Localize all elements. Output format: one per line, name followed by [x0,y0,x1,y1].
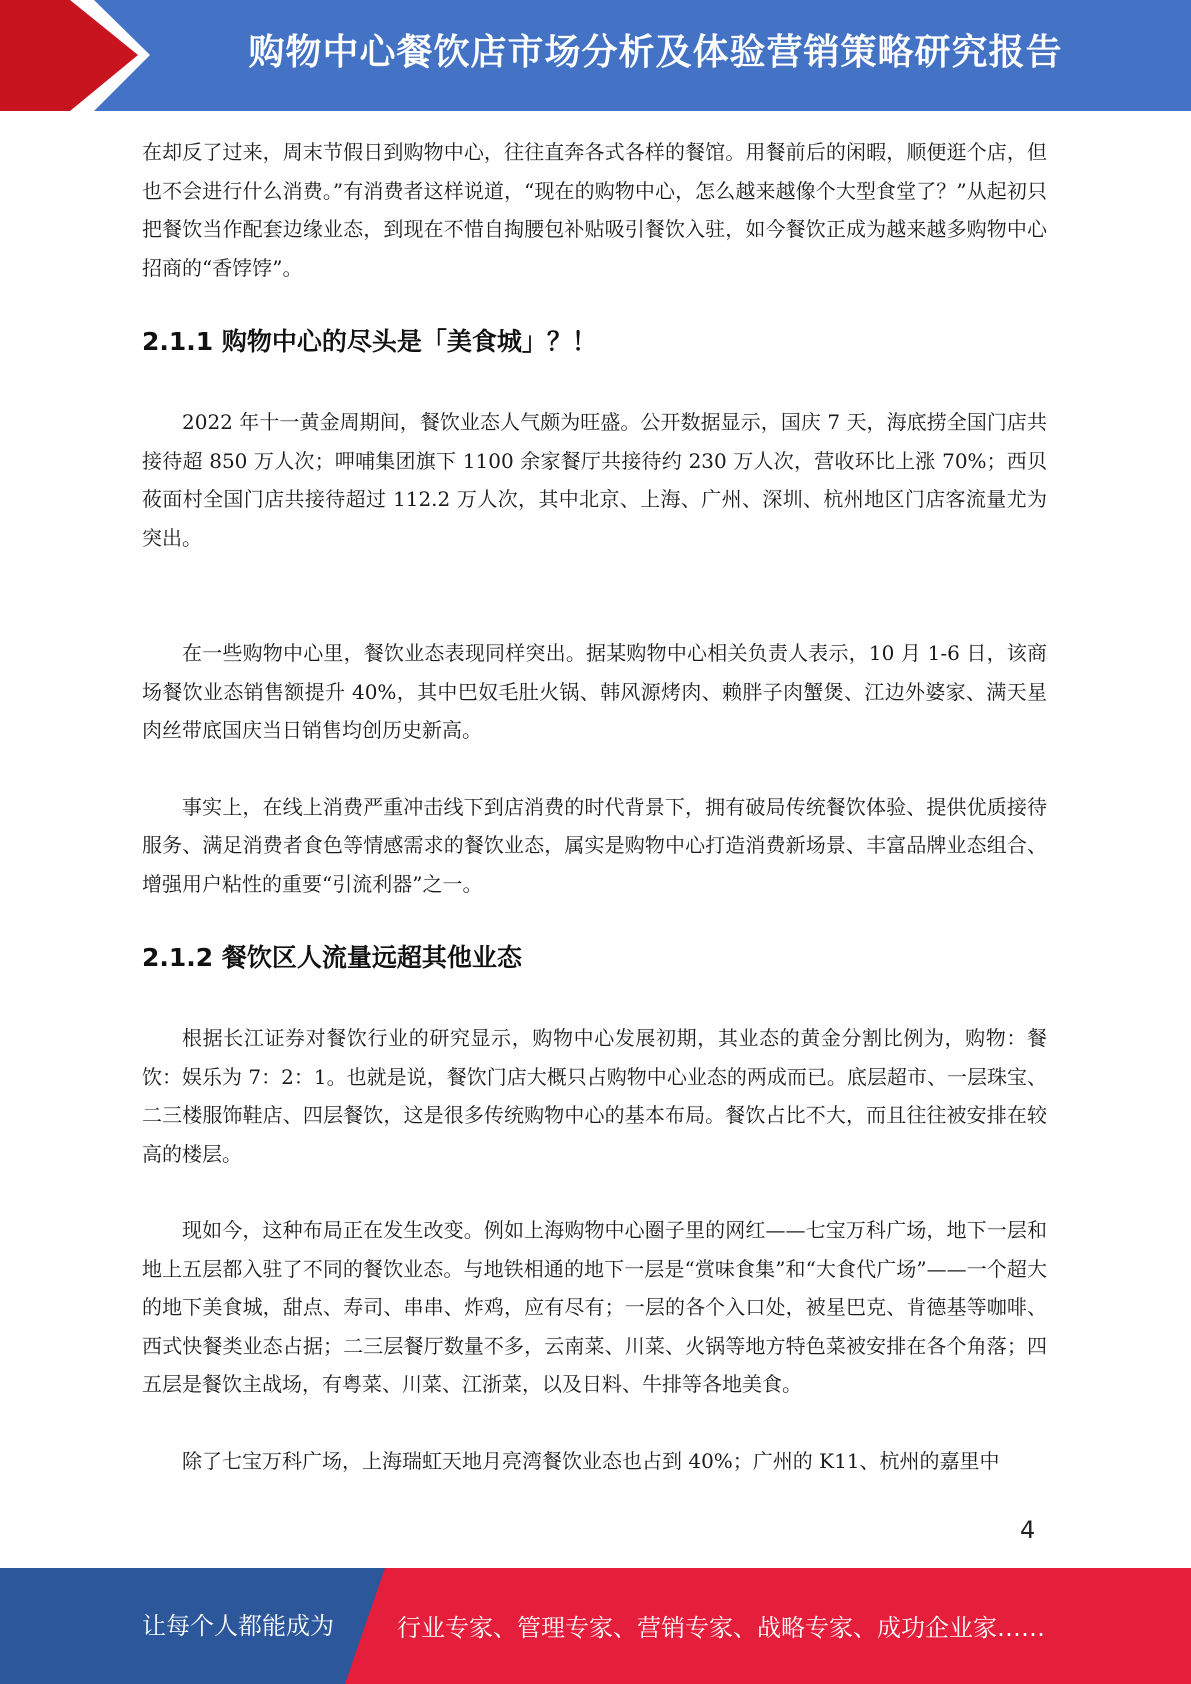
footer-banner [0,1568,1191,1684]
paragraph-intro: 在却反了过来，周末节假日到购物中心，往往直奔各式各样的餐馆。用餐前后的闲暇，顺便逛个店，但也不会进行什么消费。”有消费者这样说道，“现在的购物中心，怎么越来越像个大型食堂了？”从起初只把餐饮当作配套边缘业态，到现在不惜自掏腰包补贴吸引餐饮入驻，如今餐饮正成为越来越多购物中心招商的“香饽饽”。 [142,140,1047,280]
section-heading-2-1-1: 2.1.1 购物中心的尽头是「美食城」？！ [142,327,597,356]
header-banner [0,0,1191,111]
paragraph-other-malls: 除了七宝万科广场，上海瑞虹天地月亮湾餐饮业态也占到 40%；广州的 K11、杭州的嘉里中 [182,1448,1000,1473]
section-heading-2-1-2: 2.1.2 餐饮区人流量远超其他业态 [142,943,522,972]
header-chevron-red [0,0,138,111]
paragraph-mall-sales: 在一些购物中心里，餐饮业态表现同样突出。据某购物中心相关负责人表示，10 月 1-6 日，该商场餐饮业态销售额提升 40%，其中巴奴毛肚火锅、韩风源烤肉、赖胖子肉蟹煲、江边外婆家、满天星肉丝带底国庆当日销售均创历史新高。 [142,641,1047,742]
footer-slogan-right: 行业专家、管理专家、营销专家、战略专家、成功企业家…… [397,1614,1045,1642]
report-title: 购物中心餐饮店市场分析及体验营销策略研究报告 [248,32,1063,73]
page-number: 4 [1020,1516,1036,1544]
paragraph-golden-ratio: 根据长江证券对餐饮行业的研究显示，购物中心发展初期，其业态的黄金分割比例为，购物：餐饮：娱乐为 7：2：1。也就是说，餐饮门店大概只占购物中心业态的两成而已。底层超市、一层珠宝、二三楼服饰鞋店、四层餐饮，这是很多传统购物中心的基本布局。餐饮占比不大，而且往往被安排在较高的楼层。 [142,1026,1047,1166]
footer-slogan-left: 让每个人都能成为 [142,1612,334,1640]
page-content [142,133,1047,1480]
paragraph-qibao-vanke: 现如今，这种布局正在发生改变。例如上海购物中心圈子里的网红——七宝万科广场，地下一层和地上五层都入驻了不同的餐饮业态。与地铁相通的地下一层是“赏味食集”和“大食代广场”——一个超大的地下美食城，甜点、寿司、串串、炸鸡，应有尽有；一层的各个入口处，被星巴克、肯德基等咖啡、西式快餐类业态占据；二三层餐厅数量不多，云南菜、川菜、火锅等地方特色菜被安排在各个角落；四五层是餐饮主战场，有粤菜、川菜、江浙菜，以及日料、牛排等各地美食。 [142,1218,1047,1396]
paragraph-golden-week: 2022 年十一黄金周期间，餐饮业态人气颇为旺盛。公开数据显示，国庆 7 天，海底捞全国门店共接待超 850 万人次；呷哺集团旗下 1100 余家餐厅共接待约 230 万人次，营收环比上涨 70%；西贝莜面村全国门店共接待超过 112.2 万人次，其中北京、上海、广州、深圳、杭州地区门店客流量尤为突出。 [142,410,1047,550]
paragraph-traffic-tool: 事实上，在线上消费严重冲击线下到店消费的时代背景下，拥有破局传统餐饮体验、提供优质接待服务、满足消费者食色等情感需求的餐饮业态，属实是购物中心打造消费新场景、丰富品牌业态组合、增强用户粘性的重要“引流利器”之一。 [142,794,1047,896]
